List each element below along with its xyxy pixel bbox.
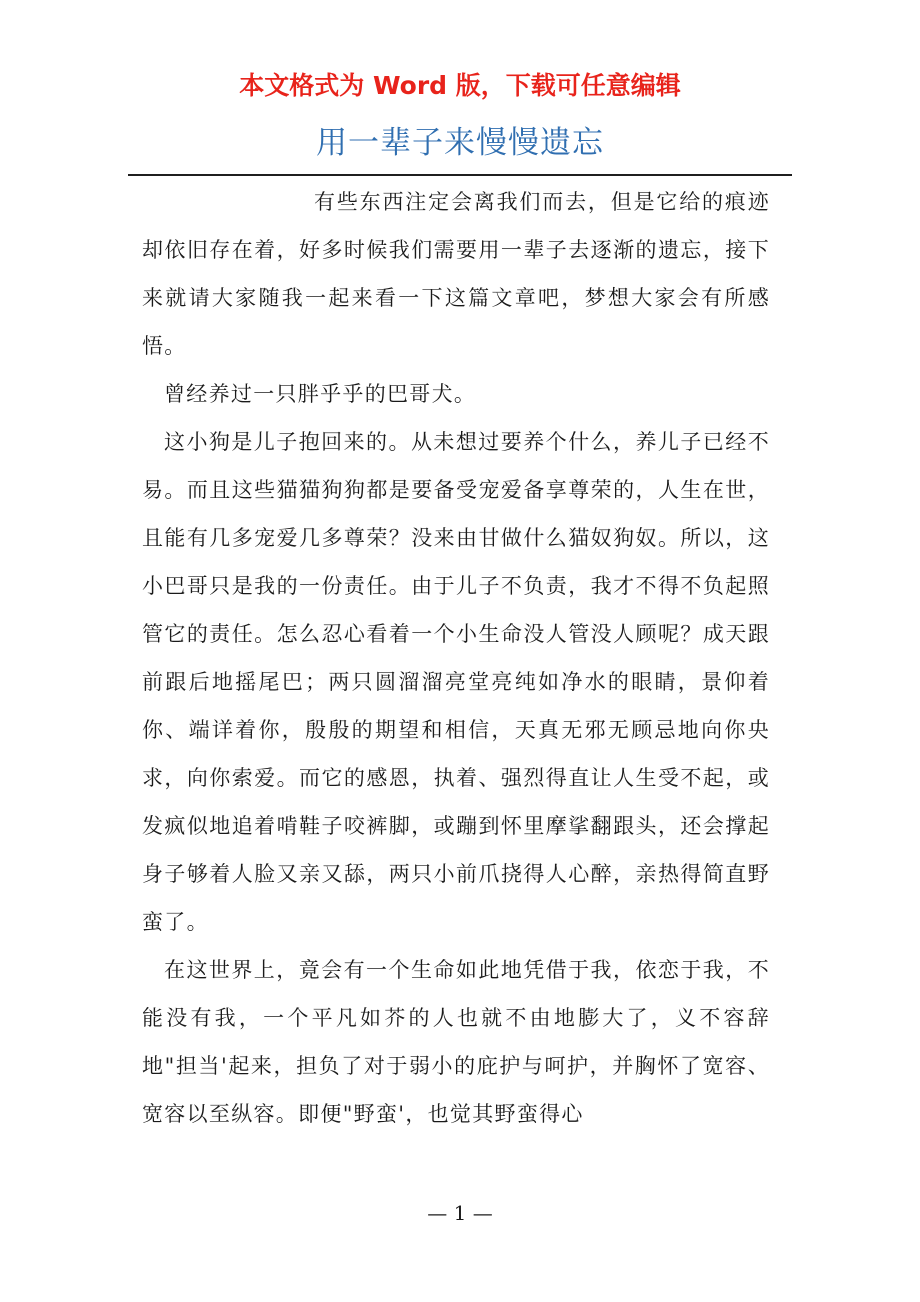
page-title: 用一辈子来慢慢遗忘 <box>316 125 604 161</box>
body-paragraph: 这小狗是儿子抱回来的。从未想过要养个什么，养儿子已经不易。而且这些猫猫狗狗都是要备受宠爱备享尊荣的，人生在世，且能有几多宠爱几多尊荣？没来由甘做什么猫奴狗奴。所以，这小巴哥只是我的一份责任。由于儿子不负责，我才不得不负起照管它的责任。怎么忍心看着一个小生命没人管没人顾呢？成天跟前跟后地摇尾巴；两只圆溜溜亮堂亮纯如净水的眼睛，景仰着你、端详着你，殷殷的期望和相信，天真无邪无顾忌地向你央求，向你索爱。而它的感恩，执着、强烈得直让人生受不起，或发疯似地追着啃鞋子咬裤脚，或蹦到怀里摩挲翻跟头，还会撑起身子够着人脸又亲又舔，两只小前爪挠得人心醉，亲热得简直野蛮了。 <box>142 430 770 934</box>
body-paragraph: 曾经养过一只胖乎乎的巴哥犬。 <box>164 382 477 406</box>
title-divider <box>128 174 792 176</box>
intro-paragraph: 有些东西注定会离我们而去，但是它给的痕迹却依旧存在着，好多时候我们需要用一辈子去逐渐的遗忘，接下来就请大家随我一起来看一下这篇文章吧，梦想大家会有所感悟。 <box>142 190 770 358</box>
format-banner: 本文格式为 Word 版，下载可任意编辑 <box>239 71 681 100</box>
page-number: — 1 — <box>427 1201 493 1225</box>
article-body <box>142 178 770 1138</box>
body-paragraph: 在这世界上，竟会有一个生命如此地凭借于我，依恋于我，不能没有我，一个平凡如芥的人也就不由地膨大了，义不容辞地"担当'起来，担负了对于弱小的庇护与呵护，并胸怀了宽容、宽容以至纵容。即便"野蛮'，也觉其野蛮得心 <box>142 958 770 1126</box>
